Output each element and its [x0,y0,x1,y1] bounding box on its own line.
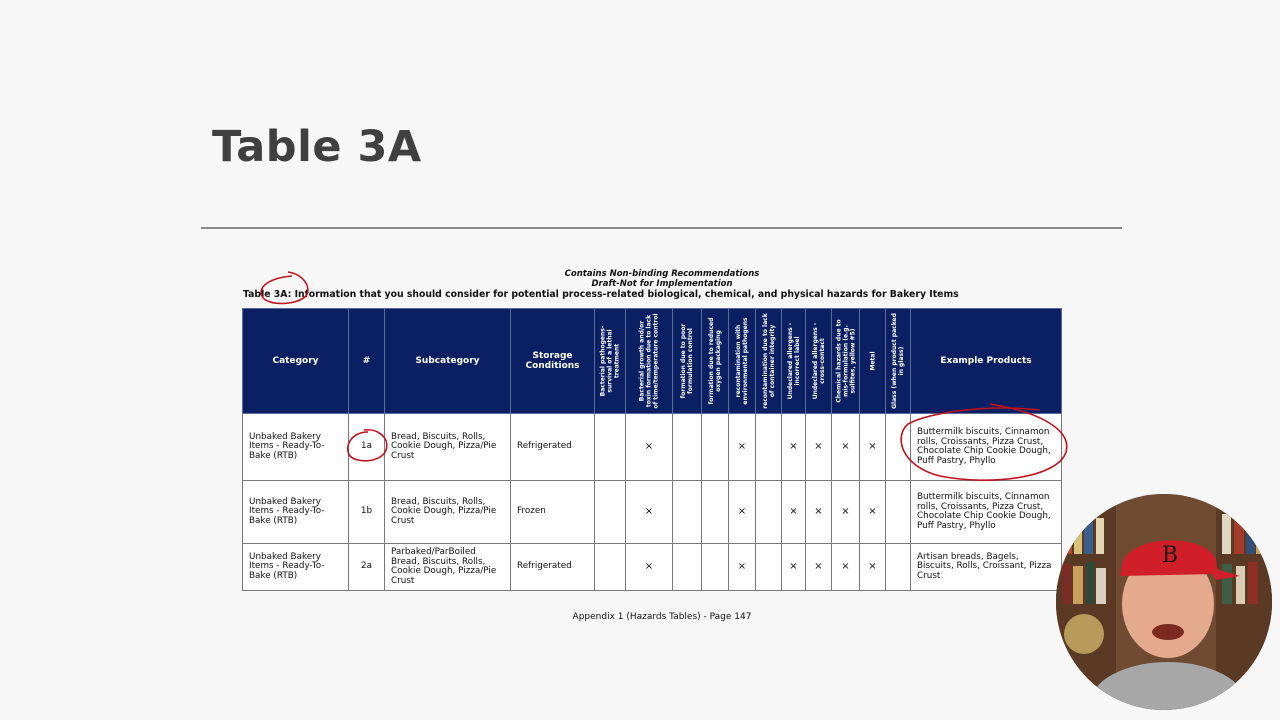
header-storage: Storage Conditions [511,309,595,414]
cell-hazard-mark: × [832,481,860,544]
header-subcategory: Subcategory [385,309,511,414]
table-header-row [243,309,1062,414]
cell-number: 1a [349,414,385,481]
cell-hazard-mark: × [860,481,886,544]
cell-category: Unbaked Bakery Items - Ready-To-Bake (RTB) [243,544,349,591]
cell-hazard-mark: × [806,414,832,481]
cell-hazard-mark: × [860,544,886,591]
table-row [243,414,1062,481]
cell-hazard-mark [595,481,626,544]
cell-category: Unbaked Bakery Items - Ready-To-Bake (RTB) [243,414,349,481]
cell-hazard-mark [886,544,911,591]
table-caption: Table 3A: Information that you should consider for potential process-related biological, chemical, and physical hazards for Bakery Items [243,289,959,300]
cell-hazard-mark: × [860,414,886,481]
cell-number: 2a [349,544,385,591]
cell-hazard-mark: × [782,414,806,481]
cell-hazard-mark [702,414,729,481]
cell-hazard-mark [756,544,782,591]
cell-hazard-mark [673,481,702,544]
cell-hazard-mark: × [806,544,832,591]
cell-hazard-mark: × [626,414,673,481]
cell-storage: Frozen [511,481,595,544]
header-hazard: Glass (when product packed in glass) [886,309,911,414]
cell-hazard-mark [756,414,782,481]
header-hazard: recontamination due to lack of container integrity [756,309,782,414]
title-divider [201,227,1122,229]
hazards-table [242,308,1062,591]
cell-hazard-mark: × [729,414,756,481]
document-header-nonbinding: Contains Non-binding Recommendations [564,269,760,279]
header-example-products: Example Products [911,309,1062,414]
cell-subcategory: Bread, Biscuits, Rolls, Cookie Dough, Pizza/Pie Crust [385,414,511,481]
cell-hazard-mark [702,481,729,544]
cell-subcategory: Bread, Biscuits, Rolls, Cookie Dough, Pizza/Pie Crust [385,481,511,544]
cell-hazard-mark: × [782,481,806,544]
cell-storage: Refrigerated [511,544,595,591]
cell-category: Unbaked Bakery Items - Ready-To-Bake (RTB) [243,481,349,544]
cell-hazard-mark: × [782,544,806,591]
header-hazard: Bacterial growth and/or toxin formation due to lack of time/temperature control [626,309,673,414]
cell-hazard-mark: × [806,481,832,544]
cell-hazard-mark [673,544,702,591]
slide-title: Table 3A [212,122,422,172]
cell-hazard-mark [886,414,911,481]
cell-hazard-mark [702,544,729,591]
svg-text:B: B [1161,543,1179,568]
table-row [243,481,1062,544]
header-hazard: formation due to poor formulation control [673,309,702,414]
cell-hazard-mark [756,481,782,544]
cell-hazard-mark [595,544,626,591]
cell-hazard-mark: × [729,481,756,544]
header-hazard: Metal [860,309,886,414]
cell-hazard-mark: × [626,544,673,591]
presenter-webcam [1056,494,1272,710]
cell-subcategory: Parbaked/ParBoiled Bread, Biscuits, Rolls, Cookie Dough, Pizza/Pie Crust [385,544,511,591]
cell-storage: Refrigerated [511,414,595,481]
table-row [243,544,1062,591]
header-hazard: recontamination with environmental pathogens [729,309,756,414]
header-category: Category [243,309,349,414]
cell-hazard-mark: × [729,544,756,591]
presenter-avatar-icon [1056,494,1272,710]
header-number: # [349,309,385,414]
header-hazard: formation due to reduced oxygen packaging [702,309,729,414]
cell-example-products: Buttermilk biscuits, Cinnamon rolls, Croissants, Pizza Crust, Chocolate Chip Cookie Dough, Puff Pastry, Phyllo [911,481,1062,544]
cell-hazard-mark: × [626,481,673,544]
header-hazard: Bacterial pathogens- survival of a lethal treatment [595,309,626,414]
document-header-draft: Draft-Not for Implementation [591,279,733,289]
cell-hazard-mark: × [832,544,860,591]
page-footer: Appendix 1 (Hazards Tables) - Page 147 [572,612,752,622]
cell-hazard-mark [673,414,702,481]
header-hazard: Chemical hazards due to mis-formulation (e.g. sulfites, yellow #5) [832,309,860,414]
cell-hazard-mark: × [832,414,860,481]
header-hazard: Undeclared allergens - cross-contact [806,309,832,414]
cell-hazard-mark [595,414,626,481]
cell-hazard-mark [886,481,911,544]
header-hazard: Undeclared allergens - incorrect label [782,309,806,414]
cell-example-products: Artisan breads, Bagels, Biscuits, Rolls, Croissant, Pizza Crust [911,544,1062,591]
cell-example-products: Buttermilk biscuits, Cinnamon rolls, Croissants, Pizza Crust, Chocolate Chip Cookie Dough, Puff Pastry, Phyllo [911,414,1062,481]
cell-number: 1b [349,481,385,544]
